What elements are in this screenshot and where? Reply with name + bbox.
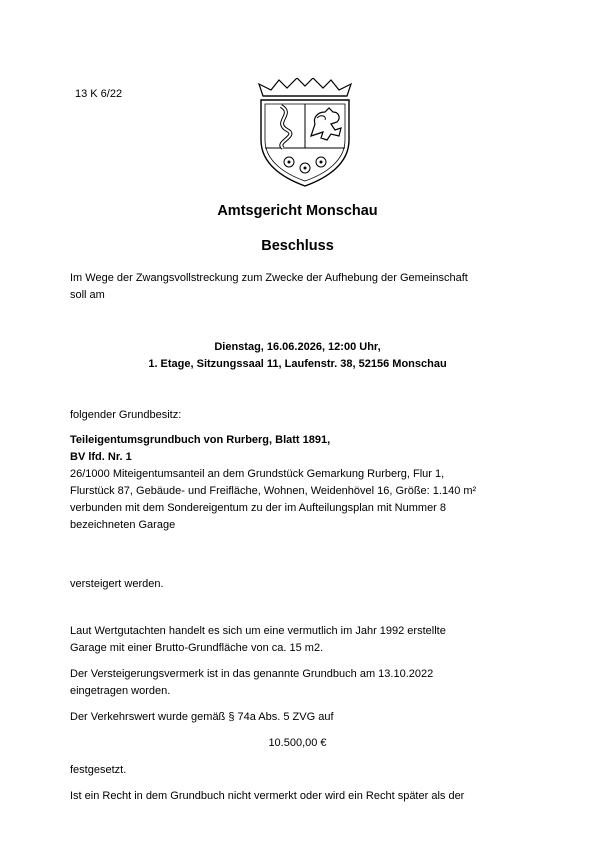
appraisal-line: Garage mit einer Brutto-Grundfläche von ca. 15 m2. bbox=[70, 642, 324, 654]
market-value-amount: 10.500,00 € bbox=[268, 737, 327, 749]
document-title: Beschluss bbox=[261, 238, 334, 254]
rights-notice-line: Ist ein Recht in dem Grundbuch nicht vermerkt oder wird ein Recht später als der bbox=[70, 790, 465, 802]
auction-statement: versteigert werden. bbox=[70, 578, 164, 590]
registration-line: Der Versteigerungsvermerk ist in das genannte Grundbuch am 13.10.2022 bbox=[70, 668, 434, 680]
property-description-line: bezeichneten Garage bbox=[70, 519, 176, 531]
hearing-date: Dienstag, 16.06.2026, 12:00 Uhr, bbox=[214, 341, 381, 353]
market-value-intro: Der Verkehrswert wurde gemäß § 74a Abs. 5 ZVG auf bbox=[70, 711, 334, 723]
case-number: 13 K 6/22 bbox=[75, 88, 123, 100]
bv-number: BV lfd. Nr. 1 bbox=[70, 451, 132, 463]
property-intro: folgender Grundbesitz: bbox=[70, 409, 182, 421]
registration-line: eingetragen worden. bbox=[70, 685, 171, 697]
property-description-line: 26/1000 Miteigentumsanteil an dem Grundstück Gemarkung Rurberg, Flur 1, bbox=[70, 468, 445, 480]
property-description-line: verbunden mit dem Sondereigentum zu der im Aufteilungsplan mit Nummer 8 bbox=[70, 502, 447, 514]
intro-line: Im Wege der Zwangsvollstreckung zum Zwecke der Aufhebung der Gemeinschaft bbox=[70, 272, 468, 284]
coat-of-arms-icon bbox=[255, 78, 355, 188]
intro-line: soll am bbox=[70, 289, 105, 301]
hearing-location: 1. Etage, Sitzungssaal 11, Laufenstr. 38, 52156 Monschau bbox=[148, 358, 447, 370]
market-value-outro: festgesetzt. bbox=[70, 764, 127, 776]
register-entry: Teileigentumsgrundbuch von Rurberg, Blatt 1891, bbox=[70, 434, 331, 446]
appraisal-line: Laut Wertgutachten handelt es sich um eine vermutlich im Jahr 1992 erstellte bbox=[70, 625, 446, 637]
court-name: Amtsgericht Monschau bbox=[217, 203, 378, 219]
property-description-line: Flurstück 87, Gebäude- und Freifläche, Wohnen, Weidenhövel 16, Größe: 1.140 m² bbox=[70, 485, 477, 497]
